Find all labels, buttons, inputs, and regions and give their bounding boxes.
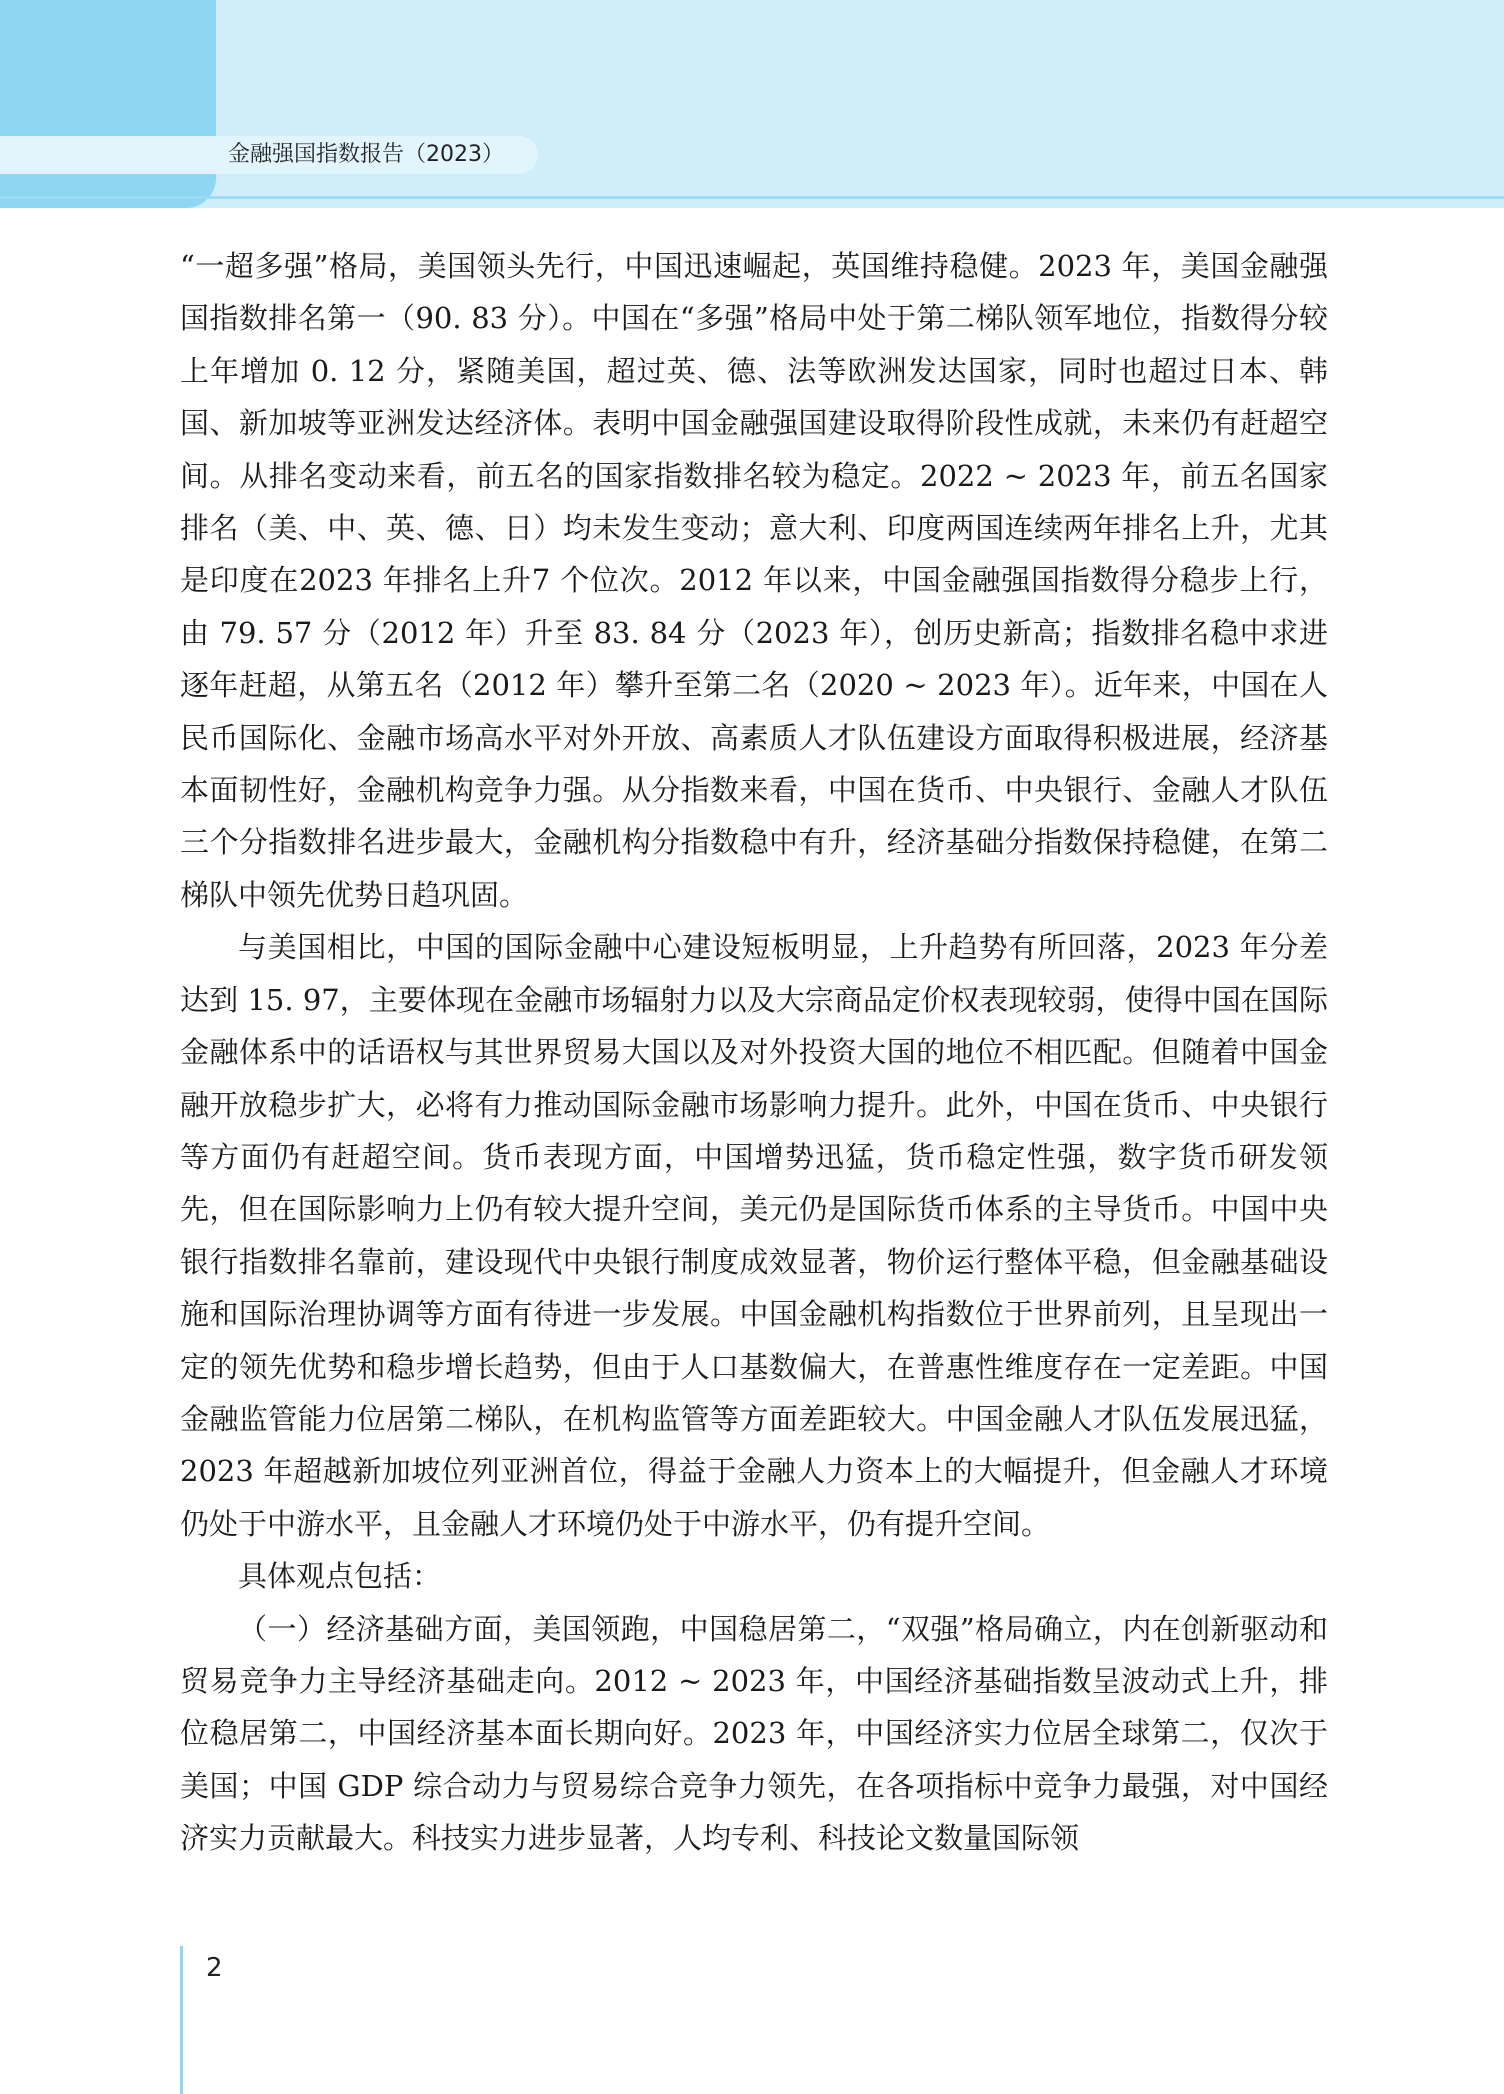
header-band [0,0,1504,208]
paragraph: （一）经济基础方面，美国领跑，中国稳居第二，“双强”格局确立，内在创新驱动和贸易竞争力主导经济基础走向。2012 ~ 2023 年，中国经济基础指数呈波动式上升，排位稳居第二，中国经济基本面长期向好。2023 年，中国经济实力位居全球第二，仅次于美国；中国 GDP 综合动力与贸易综合竞争力领先，在各项指标中竞争力最强，对中国经济实力贡献最大。科技实力进步显著，人均专利、科技论文数量国际领 [180,1611,1328,1856]
paragraph: 与美国相比，中国的国际金融中心建设短板明显，上升趋势有所回落，2023 年分差达到 15. 97，主要体现在金融市场辐射力以及大宗商品定价权表现较弱，使得中国在国际金融体系中的话语权与其世界贸易大国以及对外投资大国的地位不相匹配。但随着中国金融开放稳步扩大，必将有力推动国际金融市场影响力提升。此外，中国在货币、中央银行等方面仍有赶超空间。货币表现方面，中国增势迅猛，货币稳定性强，数字货币研发领先，但在国际影响力上仍有较大提升空间，美元仍是国际货币体系的主导货币。中国中央银行指数排名靠前，建设现代中央银行制度成效显著，物价运行整体平稳，但金融基础设施和国际治理协调等方面有待进一步发展。中国金融机构指数位于世界前列，且呈现出一定的领先优势和稳步增长趋势，但由于人口基数偏大，在普惠性维度存在一定差距。中国金融监管能力位居第二梯队，在机构监管等方面差距较大。中国金融人才队伍发展迅猛，2023 年超越新加坡位列亚洲首位，得益于金融人力资本上的大幅提升，但金融人才环境仍处于中游水平，且金融人才环境仍处于中游水平，仍有提升空间。 [180,930,1328,1541]
header-corner-block [0,0,216,208]
page-number: 2 [206,1953,223,1983]
footer-rule [180,1946,183,2094]
paragraph: 具体观点包括： [238,1559,442,1594]
header-divider [0,196,1504,199]
paragraph: “一超多强”格局，美国领头先行，中国迅速崛起，英国维持稳健。2023 年，美国金融强国指数排名第一（90. 83 分）。中国在“多强”格局中处于第二梯队领军地位，指数得分较上年增加 0. 12 分，紧随美国，超过英、德、法等欧洲发达国家，同时也超过日本、韩国、新加坡等亚洲发达经济体。表明中国金融强国建设取得阶段性成就，未来仍有赶超空间。从排名变动来看，前五名的国家指数排名较为稳定。2022 ~ 2023 年，前五名国家排名（美、中、英、德、日）均未发生变动；意大利、印度两国连续两年排名上升，尤其是印度在2023 年排名上升7 个位次。2012 年以来，中国金融强国指数得分稳步上行，由 79. 57 分（2012 年）升至 83. 84 分（2023 年），创历史新高；指数排名稳中求进逐年赶超，从第五名（2012 年）攀升至第二名（2020 ~ 2023 年）。近年来，中国在人民币国际化、金融市场高水平对外开放、高素质人才队伍建设方面取得积极进展，经济基本面韧性好，金融机构竞争力强。从分指数来看，中国在货币、中央银行、金融人才队伍三个分指数排名进步最大，金融机构分指数稳中有升，经济基础分指数保持稳健，在第二梯队中领先优势日趋巩固。 [180,249,1328,912]
body-text [180,240,1328,1865]
running-title: 金融强国指数报告（2023） [228,142,504,167]
